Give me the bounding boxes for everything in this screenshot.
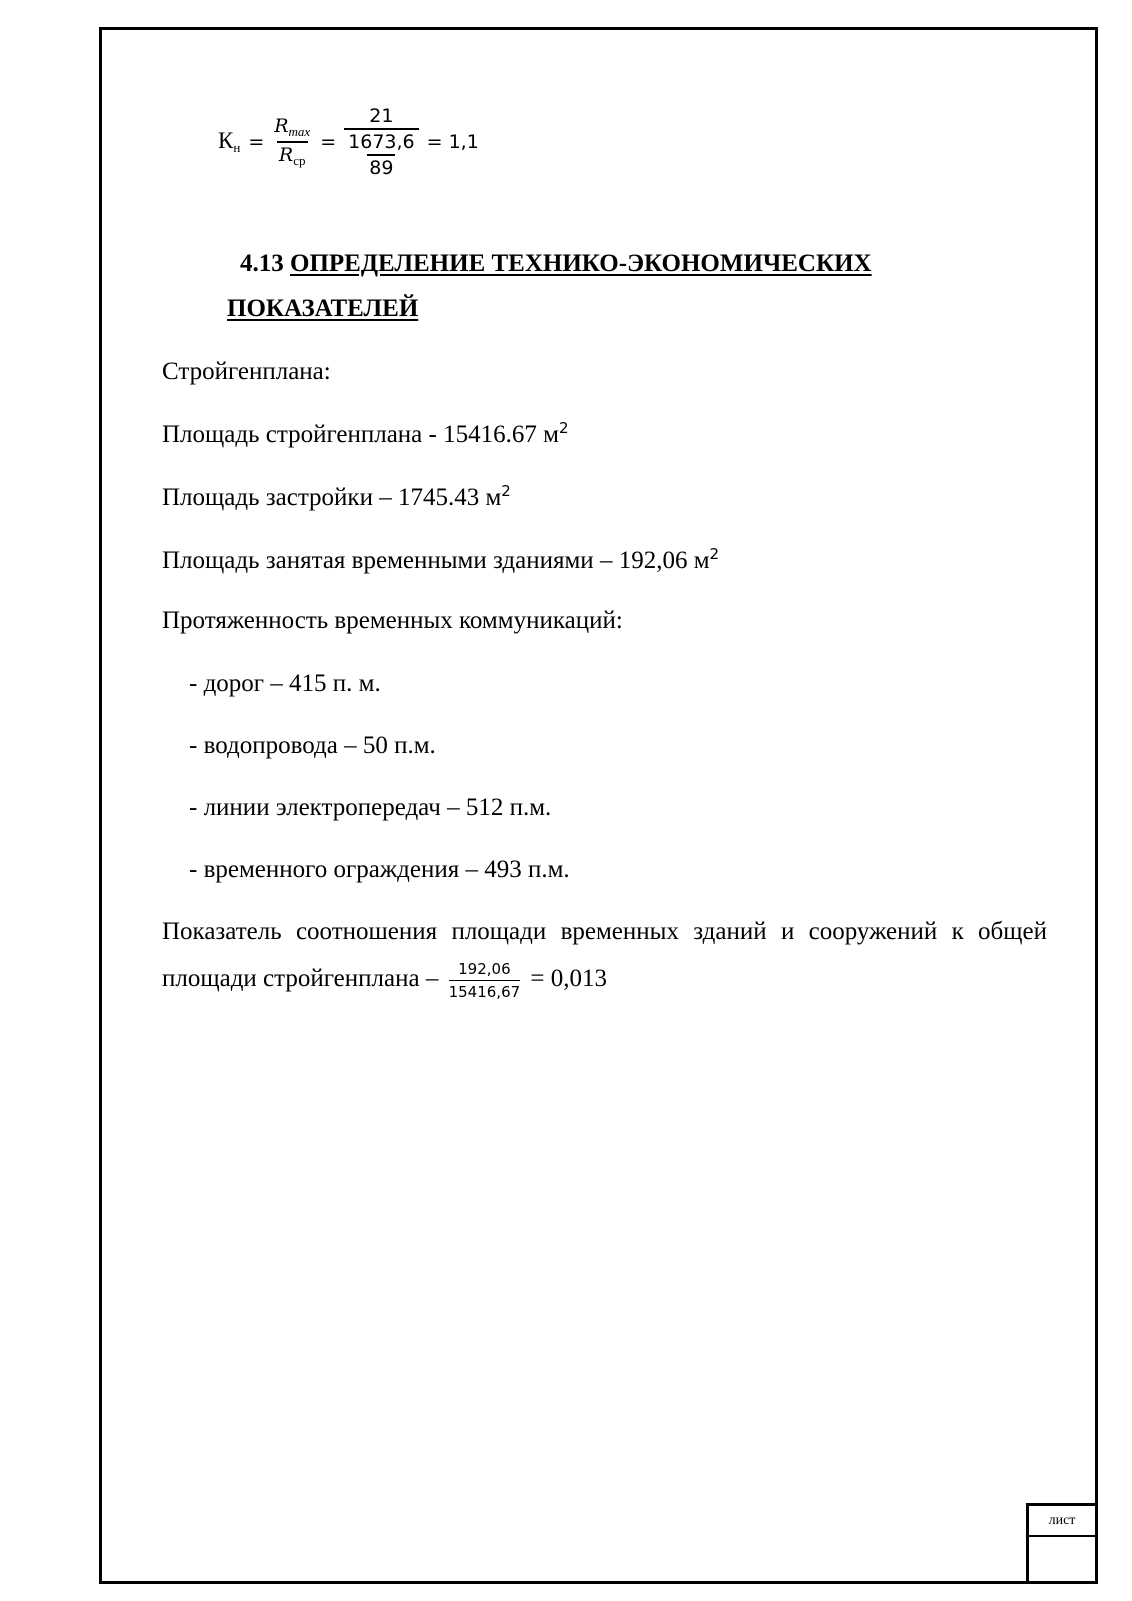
sheet-stamp	[1026, 1503, 1095, 1581]
area-build: Площадь застройки – 1745.43 $м^2$	[162, 482, 511, 511]
value-fraction: $\frac{21}{\frac{1673,6}{89}}$	[344, 105, 418, 179]
section-heading-line2: ПОКАЗАТЕЛЕЙ	[227, 295, 419, 322]
equals-sign: =	[248, 131, 265, 153]
formula-result: = 1,1	[426, 131, 479, 153]
area-temp: Площадь занятая временными зданиями – 192,06 $м^2$	[162, 545, 720, 574]
list-item-water: - водопровода – 50 п.м.	[189, 732, 436, 759]
list-item-roads: - дорог – 415 п. м.	[189, 670, 381, 697]
uniformity-formula	[218, 105, 479, 179]
area-total: Площадь стройгенплана - 15416.67 $м^2$	[162, 419, 569, 448]
r-ratio-fraction: $\frac{R_{max}}{R_{ср}}$	[274, 115, 311, 168]
list-item-fence: - временного ограждения – 493 п.м.	[189, 856, 570, 883]
ratio-line-1: Показатель соотношения площади временных зданий и сооружений к общей	[162, 918, 1047, 945]
comm-title: Протяженность временных коммуникаций:	[162, 607, 623, 634]
ratio-fraction: $\frac{192,06}{15416,67}$	[448, 960, 521, 1001]
sheet-label: лист	[1029, 1506, 1095, 1537]
section-label: Стройгенплана:	[162, 358, 331, 385]
section-heading: 4.13 ОПРЕДЕЛЕНИЕ ТЕХНИКО-ЭКОНОМИЧЕСКИХ	[240, 250, 872, 277]
equals-sign-2: =	[320, 131, 337, 153]
ratio-line-2: площади стройгенплана – $\frac{192,06}{15416,67}$ = 0,013	[162, 960, 608, 1001]
list-item-power: - линии электропередач – 512 п.м.	[189, 794, 552, 821]
k-symbol: $К_н$	[218, 128, 241, 155]
